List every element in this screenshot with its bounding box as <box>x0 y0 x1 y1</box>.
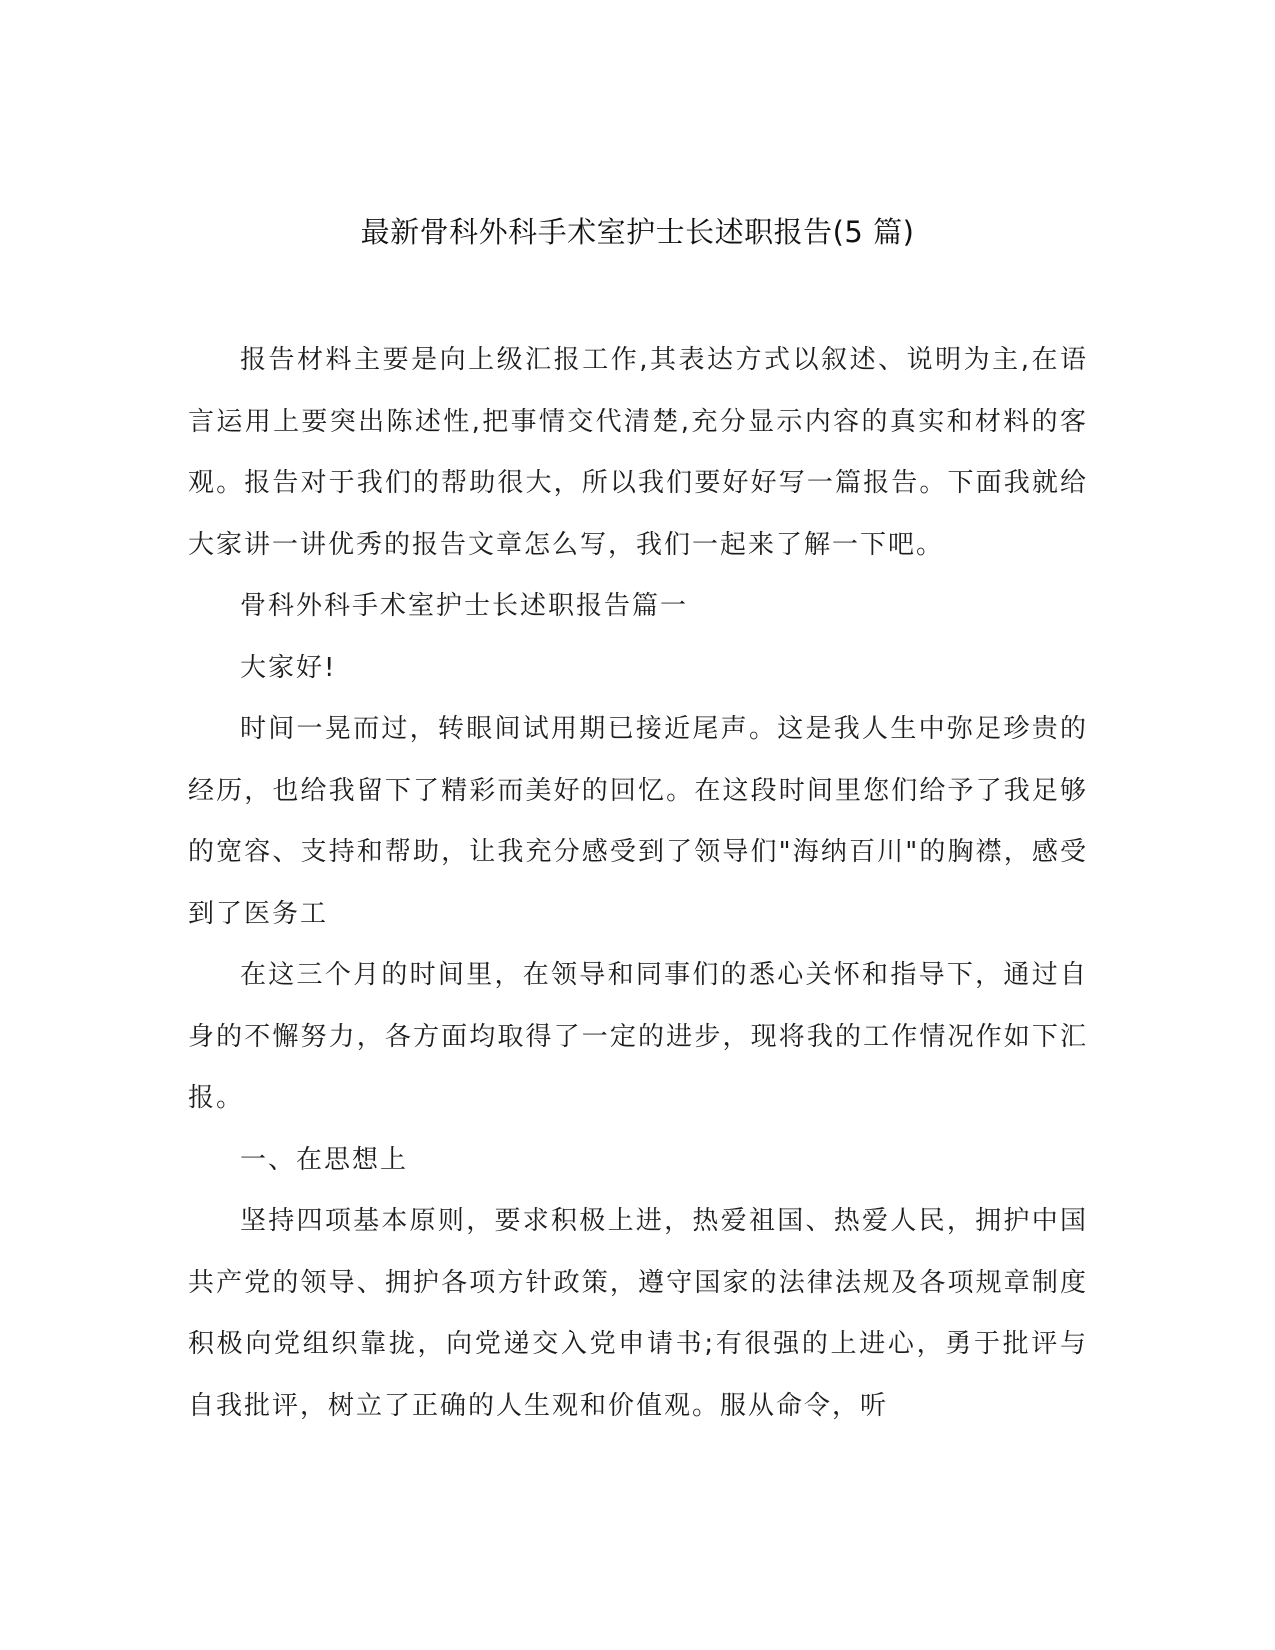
section-heading-thought: 一、在思想上 <box>240 1144 409 1175</box>
document-title: 最新骨科外科手术室护士长述职报告(5 篇) <box>360 215 915 249</box>
paragraph-principles: 坚持四项基本原则，要求积极上进，热爱祖国、热爱人民，拥护中国共产党的领导、拥护各项方针政策，遵守国家的法律法规及各项规章制度积极向党组织靠拢，向党递交入党申请书;有很强的上进心，勇于批评与自我批评，树立了正确的人生观和价值观。服从命令，听 <box>188 1206 1088 1421</box>
document-body <box>188 330 1088 1437</box>
section-heading-part-one: 骨科外科手术室护士长述职报告篇一 <box>240 591 689 621</box>
paragraph-greeting: 大家好! <box>240 652 337 683</box>
paragraph-probation-reflection: 时间一晃而过，转眼间试用期已接近尾声。这是我人生中弥足珍贵的经历，也给我留下了精彩而美好的回忆。在这段时间里您们给予了我足够的宽容、支持和帮助，让我充分感受到了领导们"海纳百川"的胸襟，感受到了医务工 <box>188 714 1088 929</box>
paragraph-three-months: 在这三个月的时间里，在领导和同事们的悉心关怀和指导下，通过自身的不懈努力，各方面均取得了一定的进步，现将我的工作情况作如下汇报。 <box>188 960 1088 1113</box>
paragraph-intro: 报告材料主要是向上级汇报工作,其表达方式以叙述、说明为主,在语言运用上要突出陈述性,把事情交代清楚,充分显示内容的真实和材料的客观。报告对于我们的帮助很大，所以我们要好好写一篇报告。下面我就给大家讲一讲优秀的报告文章怎么写，我们一起来了解一下吧。 <box>188 345 1088 560</box>
